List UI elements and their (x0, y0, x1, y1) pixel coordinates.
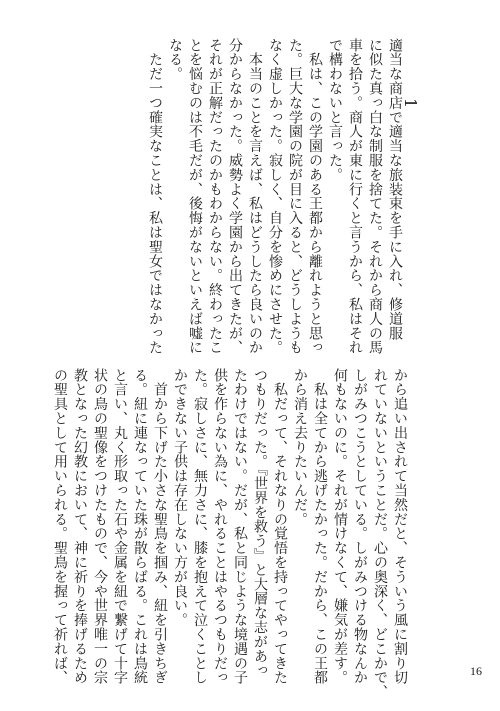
text-line: で構わないと言った。 (327, 38, 343, 182)
text-line: た。巨大な学園の院が目に入ると、どうしようも (287, 38, 303, 355)
text-line: れていないということだ。心の奥深く、どこかで、 (372, 368, 388, 700)
text-line: なる。 (167, 38, 183, 82)
chapter-number: 1 (401, 98, 420, 109)
text-line: 本当のことを言えば、私はどうしたら良いのか (247, 38, 263, 355)
text-line: 適当な商店で適当な旅装束を手に入れ、修道服 (387, 38, 403, 341)
text-line: 供を作らない為に、やれることはやるつもりだっ (212, 368, 228, 685)
text-line: る。紐に連なっていた珠が散らばる。これは鳥統 (132, 368, 148, 685)
text-line: 首から下げた小さな聖鳥を掴み、紐を引きちぎ (152, 368, 168, 685)
text-line: 分からなかった。威勢よく学園から出てきたが、 (227, 38, 243, 355)
text-line: 私は全てから逃げたかった。だから、この王都 (312, 368, 328, 685)
text-line: 何もないのに。それが情けなくて、嫌気が差す。 (332, 368, 348, 685)
text-line: 状の鳥の聖像をつけたもので、今や世界唯一の宗 (92, 368, 108, 685)
text-line: の聖具として用いられる。聖鳥を握って祈れば、 (52, 368, 68, 685)
text-line: 車を拾う。商人が東に行くと言うから、私はそれ (347, 38, 363, 355)
text-line: から消え去りたいんだ。 (292, 368, 308, 527)
text-line: なく虚しかった。寂しく、自分を惨めにさせた。 (267, 38, 283, 355)
lower-text-block (52, 368, 410, 700)
text-line: に似た真っ白な制服を捨てた。それから商人の馬 (367, 38, 383, 355)
text-line: それが正解だったのかもわからない。終わったこ (207, 38, 223, 355)
text-line: 私だって、それなりの覚悟を持ってやってきた (272, 368, 288, 685)
text-line: ただ一つ確実なことは、私は聖女ではなかった (147, 38, 163, 355)
text-line: たわけではない。だが、私と同じような境遇の子 (232, 368, 248, 685)
text-line: とを悩むのは不毛だが、後悔がないといえば嘘に (187, 38, 203, 355)
text-line: から追い出されて当然だと、そういう風に割り切 (392, 368, 408, 685)
text-line: 私は、この学園のある王都から離れようと思っ (307, 38, 323, 355)
text-line: かできない子供は存在しない方が良い。 (172, 368, 188, 628)
text-line: た。寂しさに、無力さに、膝を抱えて泣くことし (192, 368, 208, 685)
text-line: と言い、丸く形取った石や金属を紐で繋げて十字 (112, 368, 128, 685)
text-line: しがみつこうとしている。しがみつける物なんか (352, 368, 368, 685)
text-line: つもりだった。『世界を救う』と大層な志があっ (252, 368, 268, 678)
upper-text-block (145, 38, 405, 355)
page-number: 16 (470, 664, 482, 678)
text-line: 教となった幻教において、神に祈りを捧げるため (72, 368, 88, 685)
